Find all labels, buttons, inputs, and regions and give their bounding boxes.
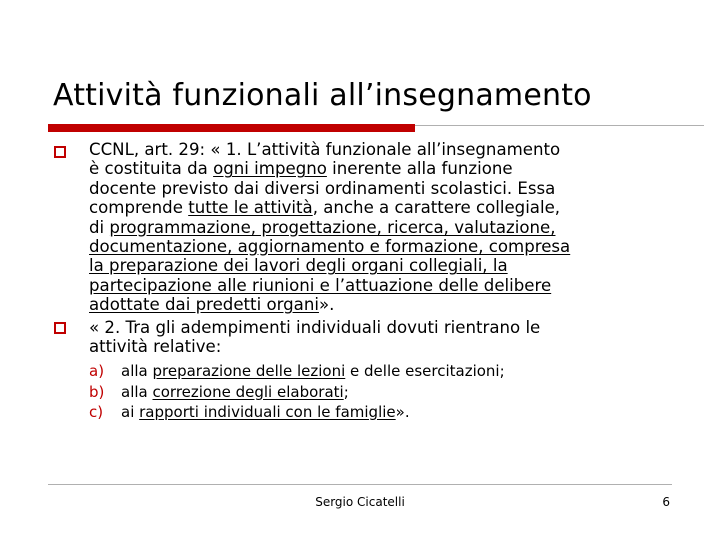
text-run: alla bbox=[121, 362, 153, 380]
bullet-1-line-1: CCNL, art. 29: « 1. L’attività funzionale all’insegnamento bbox=[89, 140, 561, 159]
sub-item-letter: c) bbox=[89, 403, 104, 421]
underlined-run: la preparazione dei lavori degli organi collegiali, la bbox=[89, 256, 508, 276]
bullet-1-line-4 bbox=[89, 198, 570, 217]
square-bullet-icon bbox=[54, 146, 66, 158]
title-underline-accent bbox=[48, 124, 415, 132]
underlined-run: rapporti individuali con le famiglie bbox=[139, 403, 396, 421]
bullet-1-line-6 bbox=[89, 237, 570, 256]
bullet-2-line-1: « 2. Tra gli adempimenti individuali dovuti rientrano le bbox=[89, 318, 541, 337]
bullet-1-line-2 bbox=[89, 159, 570, 178]
text-run: di bbox=[89, 217, 110, 237]
underlined-run: documentazione, aggiornamento e formazione, compresa bbox=[89, 237, 571, 257]
underlined-run: tutte le attività bbox=[188, 198, 313, 218]
underlined-run: adottate dai predetti organi bbox=[89, 295, 319, 315]
underlined-run: programmazione, progettazione, ricerca, valutazione, bbox=[109, 217, 556, 237]
text-run: ; bbox=[343, 382, 349, 401]
bullet-1-line-5 bbox=[89, 218, 570, 237]
underlined-run: preparazione delle lezioni bbox=[152, 362, 346, 380]
sub-item-a bbox=[89, 361, 505, 382]
sub-item-letter: a) bbox=[89, 362, 105, 380]
bullet-1-line-7 bbox=[89, 256, 570, 275]
text-run: , anche a carattere collegiale, bbox=[312, 198, 561, 218]
bullet-2-line-2: attività relative: bbox=[89, 337, 222, 357]
text-run: è costituita da bbox=[89, 159, 214, 179]
sub-list bbox=[89, 361, 505, 423]
underlined-run: partecipazione alle riunioni e l’attuazione delle delibere bbox=[89, 275, 552, 295]
text-run: ». bbox=[395, 403, 410, 421]
bullet-1-line-8 bbox=[89, 276, 570, 295]
page-number: 6 bbox=[662, 495, 670, 509]
footer-divider bbox=[48, 484, 672, 485]
text-run: ai bbox=[121, 403, 140, 421]
bullet-1-line-3: docente previsto dai diversi ordinamenti scolastici. Essa bbox=[89, 178, 556, 198]
text-run: inerente alla funzione bbox=[326, 159, 513, 179]
bullet-1-text bbox=[89, 140, 570, 315]
footer-author: Sergio Cicatelli bbox=[315, 495, 405, 509]
underlined-run: ogni impegno bbox=[213, 159, 327, 179]
sub-item-letter: b) bbox=[89, 382, 105, 401]
slide-title: Attività funzionali all’insegnamento bbox=[53, 78, 592, 113]
text-run: comprende bbox=[89, 198, 189, 218]
text-run: ». bbox=[318, 295, 335, 315]
square-bullet-icon bbox=[54, 322, 66, 334]
text-run: e delle esercitazioni; bbox=[345, 362, 505, 380]
bullet-2-text bbox=[89, 318, 540, 357]
text-run: alla bbox=[121, 382, 153, 401]
underlined-run: correzione degli elaborati bbox=[152, 382, 344, 401]
bullet-1-line-9 bbox=[89, 295, 570, 314]
sub-item-c bbox=[89, 402, 505, 423]
sub-item-b bbox=[89, 382, 505, 403]
